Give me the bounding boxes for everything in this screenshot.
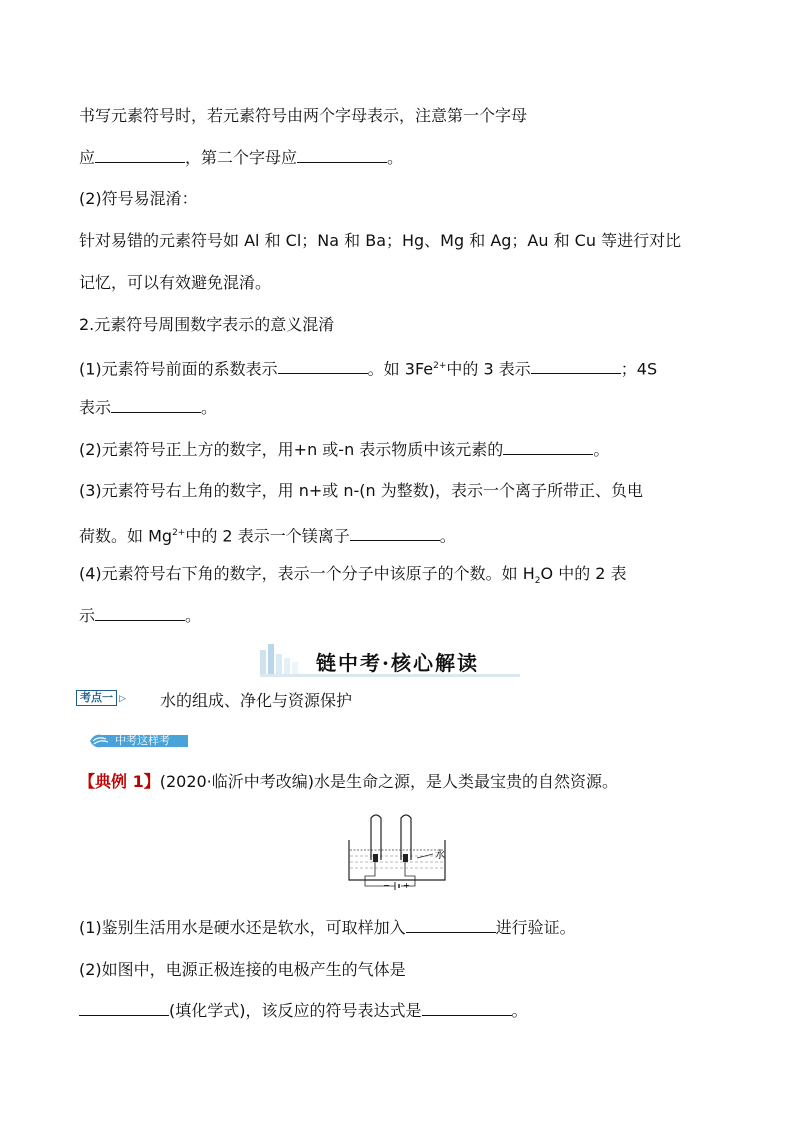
minus-label: − bbox=[383, 881, 390, 890]
blank-field[interactable] bbox=[95, 606, 185, 621]
plus-label: + bbox=[403, 881, 410, 890]
superscript: 2+ bbox=[433, 361, 447, 371]
text: 。 bbox=[387, 148, 404, 167]
text-line bbox=[79, 960, 406, 980]
kaodian-label: 考点一 bbox=[76, 690, 117, 706]
text: 中的 2 表示一个镁离子 bbox=[185, 526, 350, 546]
text: 记忆，可以有效避免混淆。 bbox=[79, 273, 272, 292]
blank-field[interactable] bbox=[297, 148, 387, 163]
text: O 中的 2 表 bbox=[540, 564, 627, 583]
text-line bbox=[79, 356, 657, 379]
text-line bbox=[79, 564, 627, 591]
blank-field[interactable] bbox=[422, 1001, 512, 1016]
text-line bbox=[79, 1001, 528, 1021]
text: 。 bbox=[185, 606, 202, 625]
text: (1)鉴别生活用水是硬水还是软水，可取样加入 bbox=[79, 918, 406, 937]
text-line bbox=[79, 148, 403, 168]
blank-field[interactable] bbox=[406, 918, 496, 933]
text-line bbox=[79, 523, 456, 546]
text: 荷数。如 Mg bbox=[79, 526, 173, 546]
text: 。 bbox=[593, 440, 610, 459]
blank-field[interactable] bbox=[79, 1001, 169, 1016]
text-line bbox=[79, 918, 576, 938]
water-label: 水 bbox=[435, 850, 445, 861]
text-line bbox=[79, 440, 609, 460]
text: (4)元素符号右下角的数字，表示一个分子中该原子的个数。如 H bbox=[79, 564, 535, 583]
example-label: 【典例 1】 bbox=[79, 772, 160, 791]
section-title: 链中考·核心解读 bbox=[316, 651, 479, 675]
text: 中的 3 表示 bbox=[446, 359, 531, 379]
badge-text: 中考这样考 bbox=[115, 734, 170, 747]
subscript: 2 bbox=[534, 576, 541, 587]
text: (1)元素符号前面的系数表示 bbox=[79, 359, 278, 379]
text: 进行验证。 bbox=[495, 918, 576, 937]
kaodian-tag bbox=[76, 686, 126, 706]
superscript: 2+ bbox=[172, 528, 186, 538]
blank-field[interactable] bbox=[278, 359, 368, 374]
example-line bbox=[79, 772, 618, 792]
text: (2)如图中，电源正极连接的电极产生的气体是 bbox=[79, 960, 406, 979]
text-line bbox=[79, 189, 198, 209]
text: 示 bbox=[79, 606, 96, 625]
text: 。 bbox=[439, 526, 456, 546]
blank-field[interactable] bbox=[350, 526, 440, 541]
text: 针对易错的元素符号如 Al 和 Cl；Na 和 Ba；Hg、Mg 和 Ag；Au 和 Cu 等进行对比 bbox=[79, 231, 682, 250]
text: 。 bbox=[201, 398, 218, 417]
text: 。 bbox=[511, 1001, 528, 1020]
text: ，第二个字母应 bbox=[185, 148, 298, 167]
electrolysis-diagram bbox=[345, 810, 465, 890]
blank-field[interactable] bbox=[531, 359, 621, 374]
text-line bbox=[79, 231, 681, 251]
text-line bbox=[79, 606, 201, 626]
text: (3)元素符号右上角的数字，用 n+或 n-(n 为整数)，表示一个离子所带正、负电 bbox=[79, 481, 644, 500]
text-line bbox=[79, 398, 217, 418]
text: 书写元素符号时，若元素符号由两个字母表示，注意第一个字母 bbox=[79, 106, 528, 125]
blank-field[interactable] bbox=[503, 440, 593, 455]
arrow-icon: ▷ bbox=[119, 694, 126, 704]
kaodian-title: 水的组成、净化与资源保护 bbox=[160, 691, 353, 710]
text: 应 bbox=[79, 148, 96, 167]
text: (2)符号易混淆： bbox=[79, 189, 198, 208]
text: 表示 bbox=[79, 398, 112, 417]
text-line bbox=[79, 273, 271, 293]
blank-field[interactable] bbox=[111, 398, 201, 413]
text-line bbox=[79, 481, 643, 501]
text: 2.元素符号周围数字表示的意义混淆 bbox=[79, 315, 335, 334]
text-line bbox=[79, 106, 527, 126]
blank-field[interactable] bbox=[95, 148, 185, 163]
text: (填化学式)，该反应的符号表达式是 bbox=[169, 1001, 422, 1020]
text-line bbox=[79, 315, 334, 335]
text: 。如 3Fe bbox=[367, 359, 434, 379]
text: (2)元素符号正上方的数字，用+n 或-n 表示物质中该元素的 bbox=[79, 440, 504, 459]
text: ；4S bbox=[620, 359, 658, 379]
text: (2020·临沂中考改编)水是生命之源，是人类最宝贵的自然资源。 bbox=[159, 772, 619, 791]
